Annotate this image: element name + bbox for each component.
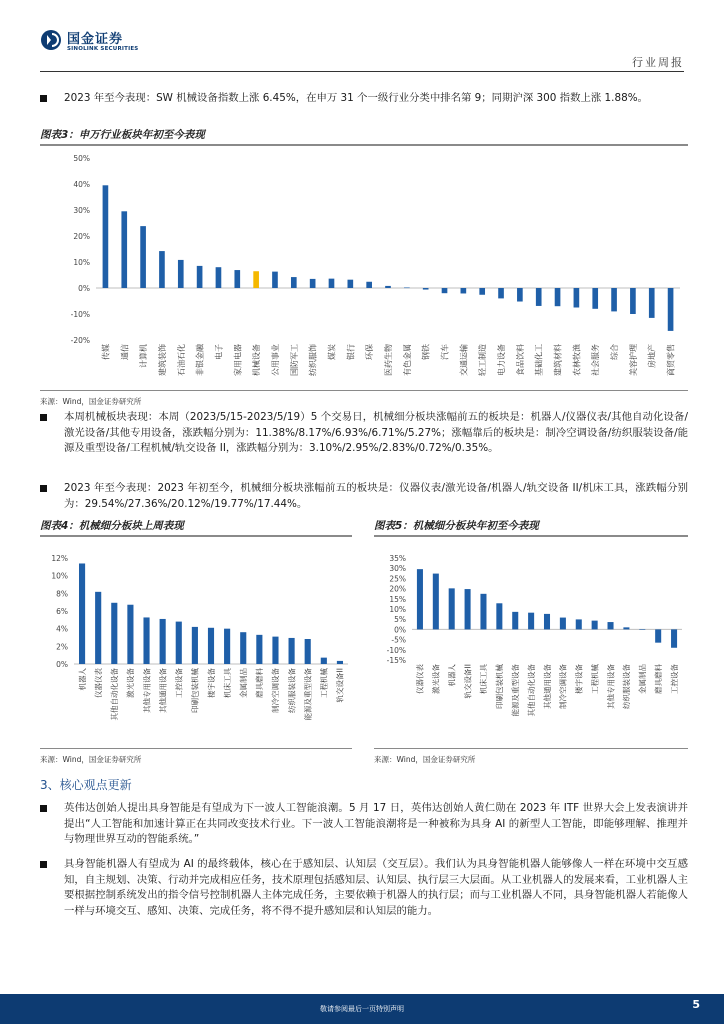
x-category-label: 纺织服装设备 [622,664,632,709]
x-category-label: 纺织服装设备 [287,668,297,713]
bar-非银金融 [197,266,203,288]
figure3-title: 图表3：申万行业板块年初至今表现 [40,129,205,141]
x-category-label: 磨具磨料 [255,668,265,698]
y-tick-label: -20% [70,336,90,345]
x-category-label: 其他专用设备 [142,668,152,713]
bar-有色金属 [404,287,410,288]
x-category-label: 交通运输 [459,344,469,376]
x-category-label: 通信 [120,344,130,360]
x-category-label: 其他专用设备 [606,664,616,709]
bar-通信 [121,211,127,288]
y-tick-label: 15% [389,594,406,604]
bullet-square-icon [40,485,47,492]
x-category-label: 工控设备 [669,664,679,694]
bar-轻工制造 [479,288,485,295]
bar-仪器仪表 [417,569,423,629]
x-category-label: 机床工具 [222,668,232,698]
figure3-bottom-rule [40,390,688,391]
y-tick-label: -10% [386,645,406,655]
x-category-label: 其他通用设备 [158,668,168,713]
y-tick-label: -5% [391,635,406,645]
x-category-label: 工程机械 [590,664,600,694]
bullet-text: 2023 年至今表现：SW 机械设备指数上涨 6.45%，在申万 31 个一级行业分类中排名第 9；同期沪深 300 指数上涨 1.88%。 [64,92,648,104]
bar-机器人 [449,588,455,629]
logo-text-en: SINOLINK SECURITIES [67,46,139,52]
x-category-label: 激光设备 [431,664,441,694]
x-category-label: 社会服务 [591,344,601,376]
bullet-sub-sector-ytd [40,481,688,512]
y-tick-label: 4% [56,624,68,634]
x-category-label: 商贸零售 [666,344,676,376]
bar-建筑装饰 [159,251,165,288]
bullet-weekly-performance [40,410,688,457]
x-category-label: 能源及重型设备 [303,668,313,721]
bullet-square-icon [40,805,47,812]
bullet-square-icon [40,861,47,868]
bar-基础化工 [536,288,542,306]
y-tick-label: 20% [389,584,406,594]
bar-金属制品 [639,629,645,630]
y-tick-label: 25% [389,574,406,584]
bar-计算机 [140,226,146,288]
x-category-label: 国防军工 [289,344,299,376]
y-tick-label: 5% [394,615,406,625]
bar-电子 [216,267,222,288]
bar-纺织服装设备 [289,638,295,664]
section-paragraph-2 [40,857,688,919]
x-category-label: 楼宇设备 [206,668,216,698]
bar-其他通用设备 [160,619,166,664]
paragraph-text: 英伟达创始人提出具身智能是有望成为下一波人工智能浪潮。5 月 17 日，英伟达创始人黄仁勋在 2023 年 ITF 世界大会上发表演讲并提出“人工智能和加速计算正在共同改变技术行业。下一波人工智能浪潮将是一种被称为具身 AI 的新型人工智能，即能够理解、推理并与物理世界互动的智能系统。” [64,802,688,845]
x-category-label: 计算机 [139,344,149,368]
x-category-label: 轻工制造 [478,344,488,376]
bullet-ytd-performance [40,91,688,107]
bar-社会服务 [592,288,598,309]
bar-其他专用设备 [608,622,614,629]
figure5-bottom-rule [374,748,688,749]
bar-医药生物 [385,286,391,288]
x-category-label: 仪器仪表 [415,664,425,694]
bar-公用事业 [272,272,278,288]
x-category-label: 机械设备 [252,344,262,376]
x-category-label: 传媒 [101,344,111,360]
x-category-label: 工程机械 [319,668,329,698]
x-category-label: 环保 [365,344,375,360]
bar-金属制品 [240,632,246,664]
bar-电力设备 [498,288,504,298]
bar-制冷空调设备 [272,637,278,664]
header-divider [40,71,684,72]
bar-美容护理 [630,288,636,314]
x-category-label: 机床工具 [479,664,489,694]
x-category-label: 农林牧渔 [572,344,582,376]
x-category-label: 工控设备 [174,668,184,698]
bar-其他通用设备 [544,614,550,630]
x-category-label: 纺织服饰 [308,344,318,376]
bullet-square-icon [40,414,47,421]
x-category-label: 磨具磨料 [653,664,663,694]
y-tick-label: 6% [56,607,68,616]
figure4-bottom-rule [40,748,352,749]
x-category-label: 建筑装饰 [157,344,167,376]
x-category-label: 公用事业 [270,344,280,376]
y-tick-label: 10% [389,605,406,614]
x-category-label: 钢铁 [421,344,431,360]
y-tick-label: 0% [56,660,68,669]
bar-其他专用设备 [143,617,149,664]
figure5-source: 来源：Wind，国金证券研究所 [374,755,476,764]
x-category-label: 建筑材料 [553,344,563,376]
bar-印刷包装机械 [496,603,502,629]
bar-农林牧渔 [574,288,580,308]
bar-激光设备 [433,574,439,630]
bar-交通运输 [461,288,467,293]
bar-激光设备 [127,605,133,664]
x-category-label: 能源及重型设备 [510,664,520,717]
x-category-label: 石油石化 [176,344,186,376]
x-category-label: 电力设备 [497,344,507,376]
bar-石油石化 [178,260,184,288]
section-paragraph-1 [40,801,688,848]
x-category-label: 仪器仪表 [93,668,103,698]
x-category-label: 煤炭 [327,344,337,360]
y-tick-label: -10% [70,310,90,319]
logo-text-cn: 国金证券 [67,32,124,47]
bar-工程机械 [592,621,598,630]
x-category-label: 机器人 [447,664,457,687]
x-category-label: 有色金属 [402,344,412,376]
bar-房地产 [649,288,655,318]
x-category-label: 金属制品 [238,668,248,698]
paragraph-text: 具身智能机器人有望成为 AI 的最终载体，核心在于感知层、认知层（交互层）。我们认为具身智能机器人能够像人一样在环境中交互感知，自主规划、决策、行动并完成相应任务，技术原理包括感知层、认知层、执行层三大层面。从工业机器人的发展来看，工业机器人主要根据控制系统发出的指令信号控制机器人主体完成任务，主要依赖于机器人的执行层；而与工业机器人不同，具身智能机器人若能像人一样与环境交互、感知、决策、完成任务，将不得不提升感知层和认知层的能力。 [64,858,688,917]
bar-其他自动化设备 [528,613,534,630]
bar-工控设备 [671,629,677,647]
bar-商贸零售 [668,288,674,331]
x-category-label: 其他自动化设备 [110,668,120,721]
bar-机械设备 [253,271,259,288]
figure5-title: 图表5：机械细分板块年初至今表现 [374,520,539,532]
x-category-label: 制冷空调设备 [271,668,281,713]
figure5-top-rule [374,535,688,537]
bar-钢铁 [423,288,429,290]
bar-轨交设备II [337,661,343,664]
figure5-chart [374,548,688,740]
x-category-label: 银行 [346,344,356,360]
x-category-label: 非银金融 [195,344,205,376]
bar-印刷包装机械 [192,627,198,664]
y-tick-label: -15% [386,656,406,665]
x-category-label: 印刷包装机械 [495,664,505,709]
x-category-label: 房地产 [647,344,657,368]
bar-煤炭 [329,279,335,288]
bar-制冷空调设备 [560,618,566,630]
y-tick-label: 10% [73,258,90,267]
report-type-label: 行业周报 [632,56,684,69]
bar-仪器仪表 [95,592,101,664]
x-category-label: 食品饮料 [515,344,525,376]
bar-轨交设备II [465,589,471,629]
bar-汽车 [442,288,448,293]
bar-楼宇设备 [576,619,582,629]
y-tick-label: 10% [51,571,68,581]
bar-家用电器 [234,270,240,288]
bar-其他自动化设备 [111,603,117,664]
section-title: 3、核心观点更新 [40,778,132,792]
y-tick-label: 0% [394,625,406,635]
bullet-text: 2023 年至今表现：2023 年初至今，机械细分板块涨幅前五的板块是：仪器仪表/激光设备/机器人/轨交设备 II/机床工具，涨跌幅分别为：29.54%/27.36%/20.12%/19.77%/17.44%。 [64,482,688,510]
x-category-label: 轨交设备II [463,664,473,699]
bar-国防军工 [291,277,297,288]
x-category-label: 其他自动化设备 [526,664,536,717]
y-tick-label: 2% [56,642,68,652]
footer-disclaimer: 敬请参阅最后一页特别声明 [320,1005,404,1013]
bar-传媒 [103,185,109,288]
figure4-top-rule [40,535,352,537]
x-category-label: 医药生物 [384,344,393,376]
page-number: 5 [692,998,700,1011]
x-category-label: 美容护理 [628,344,638,376]
figure3-top-rule [40,144,688,146]
x-category-label: 电子 [214,344,224,360]
figure4-title: 图表4：机械细分板块上周表现 [40,520,184,532]
x-category-label: 制冷空调设备 [558,664,568,709]
x-category-label: 家用电器 [233,344,243,376]
bar-环保 [366,282,372,288]
company-logo [40,26,160,56]
y-tick-label: 30% [389,564,406,574]
bar-纺织服饰 [310,279,316,288]
x-category-label: 汽车 [440,344,450,360]
bar-综合 [611,288,617,311]
x-category-label: 基础化工 [534,344,544,377]
bar-食品饮料 [517,288,523,302]
y-tick-label: 40% [73,180,90,189]
bar-磨具磨料 [256,635,262,664]
x-category-label: 机器人 [77,668,87,691]
bar-工控设备 [176,622,182,664]
bar-能源及重型设备 [512,612,518,630]
x-category-label: 轨交设备II [335,668,345,703]
logo-icon [40,29,62,51]
bar-磨具磨料 [655,629,661,642]
figure3-chart [40,148,688,380]
y-tick-label: 30% [73,206,90,215]
x-category-label: 楼宇设备 [574,664,584,694]
x-category-label: 综合 [610,344,620,360]
bullet-text: 本周机械板块表现：本周（2023/5/15-2023/5/19）5 个交易日，机械细分板块涨幅前五的板块是：机器人/仪器仪表/其他自动化设备/激光设备/其他专用设备，涨跌幅分别为：11.38%/8.17%/6.93%/6.71%/5.27%；涨幅靠后的板块是：制冷空调设备/纺织服装设备/能源及重型设备/工程机械/轨交设备 II，涨跌幅分别为：3.10%/2.95%/2.83%/0.72%/0.35%。 [64,411,688,454]
bullet-square-icon [40,95,47,102]
bar-工程机械 [321,658,327,664]
figure3-source: 来源：Wind，国金证券研究所 [40,397,142,406]
figure4-source: 来源：Wind，国金证券研究所 [40,755,142,764]
x-category-label: 其他通用设备 [542,664,552,709]
y-tick-label: 12% [51,554,68,563]
bar-建筑材料 [555,288,561,306]
bar-银行 [347,280,353,288]
x-category-label: 金属制品 [638,664,648,694]
x-category-label: 印刷包装机械 [190,668,200,713]
y-tick-label: 35% [389,554,406,563]
bar-纺织服装设备 [623,627,629,629]
bar-机床工具 [224,629,230,664]
bar-机器人 [79,563,85,664]
bar-机床工具 [480,594,486,630]
figure4-chart [40,548,352,740]
bar-楼宇设备 [208,628,214,664]
y-tick-label: 0% [78,284,90,293]
bar-能源及重型设备 [305,639,311,664]
y-tick-label: 50% [73,154,90,163]
y-tick-label: 8% [56,589,68,599]
x-category-label: 激光设备 [126,668,136,698]
y-tick-label: 20% [73,232,90,241]
